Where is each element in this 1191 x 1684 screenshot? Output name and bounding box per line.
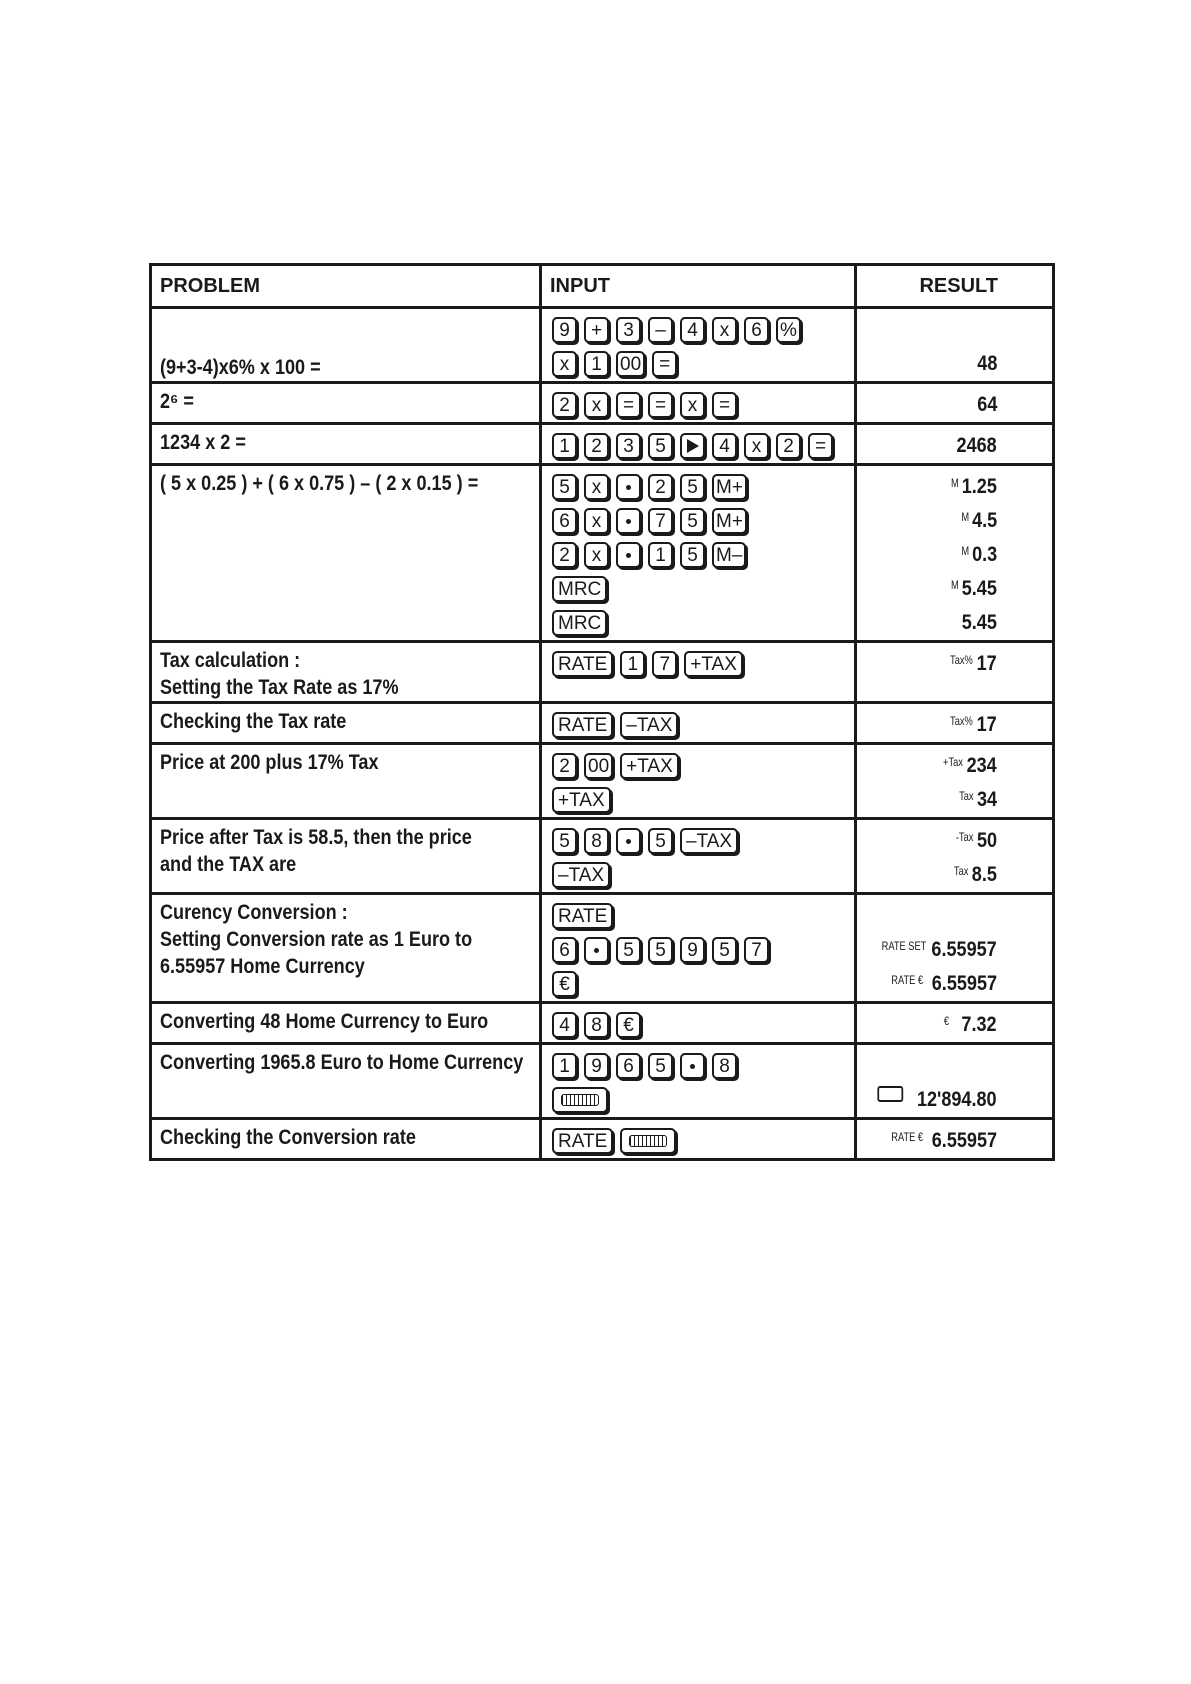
result-value <box>889 1129 997 1153</box>
result-line <box>857 708 997 742</box>
table-row <box>151 703 1054 744</box>
key-TAX: +TAX <box>684 651 743 677</box>
result-cell <box>856 465 1054 642</box>
display-indicator: M <box>951 476 959 490</box>
key-7: 7 <box>744 937 769 963</box>
decimal-point-icon <box>690 1064 695 1069</box>
key-5: 5 <box>648 433 673 459</box>
result-number: 1.25 <box>961 475 997 498</box>
key-2: 2 <box>776 433 801 459</box>
key-sym: – <box>648 317 673 343</box>
decimal-point-icon <box>594 948 599 953</box>
result-line <box>857 858 997 892</box>
key-4: 4 <box>680 317 705 343</box>
display-indicator: Tax <box>954 864 969 878</box>
key-sequence <box>552 504 848 538</box>
input-cell <box>541 894 856 1003</box>
result-value <box>953 863 997 887</box>
key-x: x <box>552 351 577 377</box>
result-value <box>944 1013 997 1037</box>
problem-cell <box>151 308 541 383</box>
key-TAX: +TAX <box>552 787 611 813</box>
result-line <box>857 1049 997 1083</box>
input-cell <box>541 465 856 642</box>
problem-cell <box>151 744 541 819</box>
key-sequence <box>552 708 848 742</box>
decimal-point-icon <box>626 839 631 844</box>
table-row <box>151 642 1054 703</box>
result-value <box>879 938 997 962</box>
problem-cell <box>151 465 541 642</box>
key-euro: € <box>552 971 577 997</box>
input-cell <box>541 744 856 819</box>
table-row <box>151 465 1054 642</box>
result-number: 64 <box>976 393 997 416</box>
result-cell <box>856 1044 1054 1119</box>
result-number: 7.32 <box>961 1013 997 1036</box>
result-number: 6.55957 <box>931 1129 997 1152</box>
key-1: 1 <box>552 1053 577 1079</box>
result-cell <box>856 308 1054 383</box>
result-cell <box>856 894 1054 1003</box>
result-line <box>857 647 997 681</box>
key-1: 1 <box>648 542 673 568</box>
display-indicator: RATE SET <box>881 939 927 953</box>
problem-cell <box>151 1003 541 1044</box>
display-indicator: M <box>961 510 969 524</box>
display-indicator: +Tax <box>943 755 964 769</box>
key-1: 1 <box>552 433 577 459</box>
key-TAX: –TAX <box>552 862 610 888</box>
key-decimal-point <box>584 937 609 963</box>
problem-cell <box>151 819 541 894</box>
key-sym: = <box>652 351 677 377</box>
key-7: 7 <box>652 651 677 677</box>
key-M: M+ <box>712 508 747 534</box>
input-cell <box>541 819 856 894</box>
result-line <box>857 313 997 347</box>
key-5: 5 <box>552 474 577 500</box>
table-row <box>151 1119 1054 1160</box>
key-TAX: –TAX <box>680 828 738 854</box>
key-2: 2 <box>648 474 673 500</box>
key-shift-right <box>680 433 705 459</box>
problem-cell <box>151 1119 541 1160</box>
problem-cell <box>151 424 541 465</box>
key-2: 2 <box>552 392 577 418</box>
problem-text: Converting 48 Home Currency to Euro <box>160 1010 489 1033</box>
table-row <box>151 424 1054 465</box>
result-cell <box>856 383 1054 424</box>
key-M: M+ <box>712 474 747 500</box>
key-sequence <box>552 933 848 967</box>
shift-right-icon <box>687 439 699 453</box>
result-value <box>951 577 997 601</box>
key-sequence <box>552 606 848 640</box>
display-indicator: M <box>961 544 969 558</box>
table-row <box>151 744 1054 819</box>
key-9: 9 <box>584 1053 609 1079</box>
result-value <box>957 434 997 458</box>
result-line <box>857 470 997 504</box>
result-value <box>949 652 997 676</box>
input-cell <box>541 703 856 744</box>
display-indicator: Tax% <box>950 714 974 728</box>
result-value <box>961 509 997 533</box>
key-6: 6 <box>616 1053 641 1079</box>
display-indicator: -Tax <box>955 830 974 844</box>
key-M: M– <box>712 542 746 568</box>
result-number: 17 <box>976 652 997 675</box>
result-line <box>857 347 997 381</box>
result-value <box>889 972 997 996</box>
table-row <box>151 308 1054 383</box>
key-sequence <box>552 858 848 892</box>
key-sequence <box>552 538 848 572</box>
result-value <box>878 1088 997 1112</box>
key-00: 00 <box>584 753 613 779</box>
key-sym: = <box>648 392 673 418</box>
key-3: 3 <box>616 433 641 459</box>
result-line <box>857 899 997 933</box>
key-5: 5 <box>648 828 673 854</box>
key-decimal-point <box>616 508 641 534</box>
problem-text: Curency Conversion : <box>160 901 348 924</box>
key-6: 6 <box>552 937 577 963</box>
problem-text: Checking the Conversion rate <box>160 1126 416 1149</box>
result-number: 2468 <box>956 434 997 457</box>
decimal-point-icon <box>626 485 631 490</box>
result-cell <box>856 819 1054 894</box>
problem-text: Converting 1965.8 Euro to Home Currency <box>160 1051 524 1074</box>
header-row <box>151 265 1054 308</box>
result-cell <box>856 424 1054 465</box>
result-cell <box>856 703 1054 744</box>
problem-text: Checking the Tax rate <box>160 710 347 733</box>
result-line <box>857 749 997 783</box>
key-5: 5 <box>552 828 577 854</box>
key-sequence <box>552 899 848 933</box>
result-number: 17 <box>976 713 997 736</box>
input-cell <box>541 1003 856 1044</box>
result-number: 6.55957 <box>931 972 997 995</box>
problem-text: and the TAX are <box>160 853 297 876</box>
key-sequence <box>552 783 848 817</box>
input-cell <box>541 1119 856 1160</box>
key-sequence <box>552 572 848 606</box>
result-line <box>857 606 997 640</box>
problem-text: Price at 200 plus 17% Tax <box>160 751 379 774</box>
key-euro: € <box>616 1012 641 1038</box>
key-x: x <box>584 508 609 534</box>
decimal-point-icon <box>626 519 631 524</box>
key-decimal-point <box>616 542 641 568</box>
key-sequence <box>552 1008 848 1042</box>
key-decimal-point <box>616 474 641 500</box>
key-sequence <box>552 470 848 504</box>
key-8: 8 <box>584 1012 609 1038</box>
problem-cell <box>151 642 541 703</box>
header-input: INPUT <box>541 265 856 308</box>
header-problem: PROBLEM <box>151 265 541 308</box>
result-number: 12'894.80 <box>917 1088 997 1111</box>
problem-text: Setting the Tax Rate as 17% <box>160 676 399 699</box>
key-sym: = <box>712 392 737 418</box>
key-1: 1 <box>620 651 645 677</box>
key-sequence <box>552 1124 848 1158</box>
key-8: 8 <box>584 828 609 854</box>
result-cell <box>856 642 1054 703</box>
calculation-example-table <box>149 263 1055 1161</box>
key-5: 5 <box>680 474 705 500</box>
result-line <box>857 429 997 463</box>
key-sequence <box>552 967 848 1001</box>
result-number: 4.5 <box>971 509 997 532</box>
key-home-currency <box>620 1128 676 1154</box>
home-currency-icon <box>878 1086 904 1102</box>
result-value <box>958 788 997 812</box>
key-6: 6 <box>552 508 577 534</box>
key-7: 7 <box>648 508 673 534</box>
table-row <box>151 894 1054 1003</box>
key-4: 4 <box>712 433 737 459</box>
result-value <box>942 754 997 778</box>
key-x: x <box>584 392 609 418</box>
key-decimal-point <box>680 1053 705 1079</box>
key-1: 1 <box>584 351 609 377</box>
table-row <box>151 1044 1054 1119</box>
result-number: 5.45 <box>961 577 997 600</box>
key-5: 5 <box>616 937 641 963</box>
key-TAX: +TAX <box>620 753 679 779</box>
result-number: 50 <box>976 829 997 852</box>
key-2: 2 <box>552 542 577 568</box>
key-sequence <box>552 313 848 347</box>
key-sequence <box>552 347 848 381</box>
key-5: 5 <box>680 542 705 568</box>
problem-text: 1234 x 2 = <box>160 431 246 454</box>
header-result: RESULT <box>856 265 1054 308</box>
problem-cell <box>151 1044 541 1119</box>
table-row <box>151 819 1054 894</box>
input-cell <box>541 383 856 424</box>
problem-text: ( 5 x 0.25 ) + ( 6 x 0.75 ) – ( 2 x 0.15 ) = <box>160 472 479 495</box>
key-00: 00 <box>616 351 645 377</box>
key-3: 3 <box>616 317 641 343</box>
key-sequence <box>552 647 848 681</box>
table-row <box>151 1003 1054 1044</box>
key-sym: % <box>776 317 801 343</box>
input-cell <box>541 642 856 703</box>
key-5: 5 <box>648 1053 673 1079</box>
input-cell <box>541 1044 856 1119</box>
key-sym: + <box>584 317 609 343</box>
key-x: x <box>712 317 737 343</box>
key-5: 5 <box>648 937 673 963</box>
key-x: x <box>584 542 609 568</box>
key-MRC: MRC <box>552 610 607 636</box>
key-2: 2 <box>552 753 577 779</box>
key-sequence <box>552 1049 848 1083</box>
decimal-point-icon <box>626 553 631 558</box>
problem-text: Setting Conversion rate as 1 Euro to <box>160 928 473 951</box>
display-indicator: RATE € <box>891 1130 924 1144</box>
problem-text: Tax calculation : <box>160 649 301 672</box>
display-indicator: Tax% <box>950 653 974 667</box>
result-number: 34 <box>976 788 997 811</box>
key-9: 9 <box>552 317 577 343</box>
key-sequence <box>552 429 848 463</box>
key-sym: = <box>808 433 833 459</box>
input-cell <box>541 308 856 383</box>
result-value <box>977 352 997 376</box>
key-8: 8 <box>712 1053 737 1079</box>
key-TAX: –TAX <box>620 712 678 738</box>
result-line <box>857 1124 997 1158</box>
display-indicator: M <box>951 578 959 592</box>
result-value <box>951 475 997 499</box>
key-RATE: RATE <box>552 1128 613 1154</box>
result-line <box>857 388 997 422</box>
result-line <box>857 1008 997 1042</box>
key-decimal-point <box>616 828 641 854</box>
result-line <box>857 538 997 572</box>
result-number: 234 <box>966 754 997 777</box>
key-RATE: RATE <box>552 651 613 677</box>
display-indicator: € <box>944 1014 950 1028</box>
key-sequence <box>552 749 848 783</box>
problem-text: Price after Tax is 58.5, then the price <box>160 826 472 849</box>
result-number: 0.3 <box>971 543 997 566</box>
problem-text: 6.55957 Home Currency <box>160 955 365 978</box>
result-number: 5.45 <box>961 611 997 634</box>
result-line <box>857 933 997 967</box>
result-cell <box>856 1119 1054 1160</box>
result-line <box>857 1083 997 1117</box>
result-value <box>949 713 997 737</box>
result-value <box>961 543 997 567</box>
problem-text: 2⁶ = <box>160 390 194 413</box>
key-sym: = <box>616 392 641 418</box>
table-row <box>151 383 1054 424</box>
display-indicator: RATE € <box>891 973 924 987</box>
problem-cell <box>151 703 541 744</box>
key-sequence <box>552 824 848 858</box>
key-6: 6 <box>744 317 769 343</box>
key-2: 2 <box>584 433 609 459</box>
result-line <box>857 504 997 538</box>
key-MRC: MRC <box>552 576 607 602</box>
input-cell <box>541 424 856 465</box>
problem-cell <box>151 894 541 1003</box>
key-4: 4 <box>552 1012 577 1038</box>
key-RATE: RATE <box>552 903 613 929</box>
problem-text: (9+3-4)x6% x 100 = <box>160 356 321 379</box>
key-x: x <box>744 433 769 459</box>
home-currency-icon <box>561 1094 599 1106</box>
result-number: 8.5 <box>971 863 997 886</box>
key-9: 9 <box>680 937 705 963</box>
result-value <box>977 393 997 417</box>
problem-cell <box>151 383 541 424</box>
key-x: x <box>584 474 609 500</box>
key-RATE: RATE <box>552 712 613 738</box>
key-sequence <box>552 1083 848 1117</box>
home-currency-icon <box>629 1135 667 1147</box>
result-value <box>962 611 997 635</box>
key-home-currency <box>552 1087 608 1113</box>
result-line <box>857 824 997 858</box>
display-indicator: Tax <box>959 789 974 803</box>
result-cell <box>856 1003 1054 1044</box>
result-value <box>955 829 997 853</box>
result-line <box>857 967 997 1001</box>
key-5: 5 <box>680 508 705 534</box>
key-x: x <box>680 392 705 418</box>
result-cell <box>856 744 1054 819</box>
result-line <box>857 783 997 817</box>
key-sequence <box>552 388 848 422</box>
result-line <box>857 572 997 606</box>
result-number: 6.55957 <box>931 938 997 961</box>
key-5: 5 <box>712 937 737 963</box>
result-number: 48 <box>976 352 997 375</box>
